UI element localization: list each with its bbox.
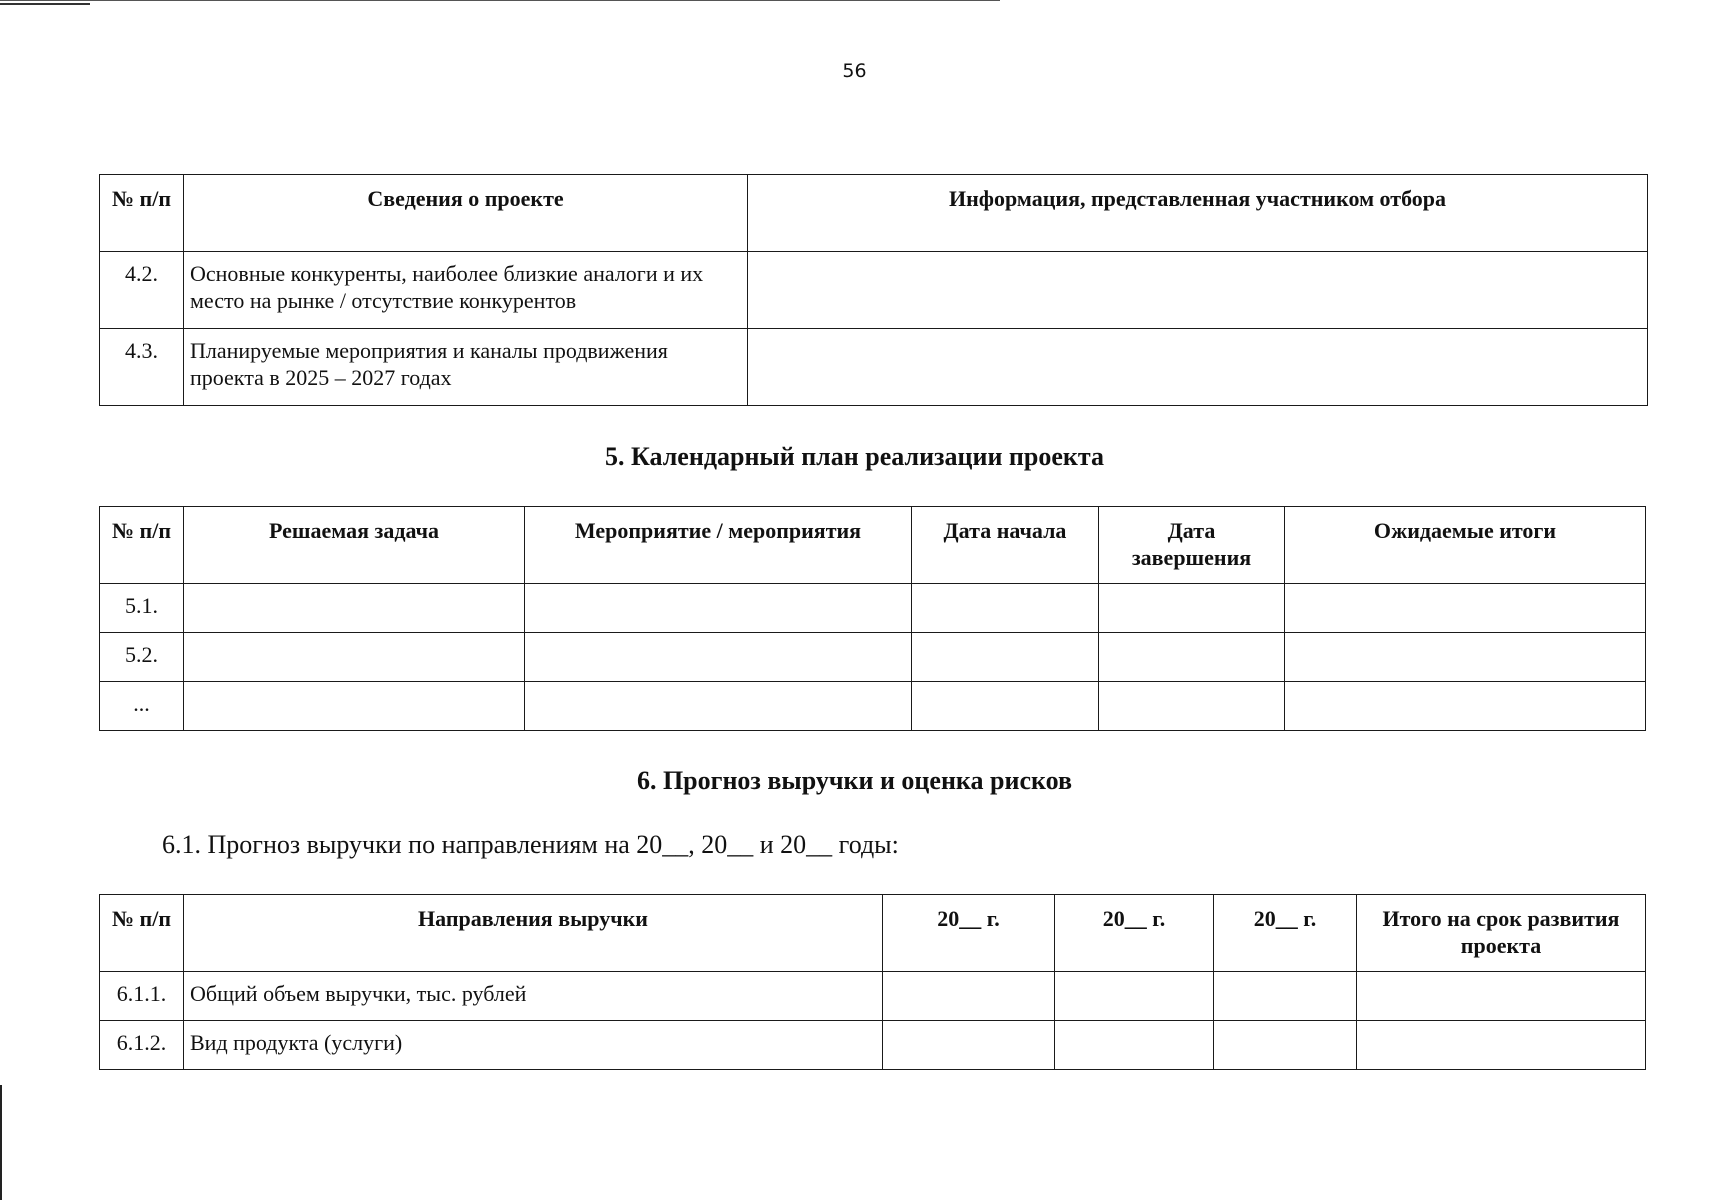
header-results: Ожидаемые итоги <box>1285 507 1646 584</box>
table-row <box>100 1021 1646 1070</box>
row-year-1-cell[interactable] <box>883 972 1055 1021</box>
row-direction: Вид продукта (услуги) <box>184 1021 883 1070</box>
row-num: 5.1. <box>100 584 184 633</box>
row-end-cell[interactable] <box>1099 682 1285 731</box>
row-end-cell[interactable] <box>1099 633 1285 682</box>
row-results-cell[interactable] <box>1285 682 1646 731</box>
row-activity-cell[interactable] <box>525 584 912 633</box>
row-year-3-cell[interactable] <box>1214 1021 1357 1070</box>
row-year-2-cell[interactable] <box>1055 1021 1214 1070</box>
row-results-cell[interactable] <box>1285 633 1646 682</box>
row-num: 5.2. <box>100 633 184 682</box>
section-5-title: 5. Календарный план реализации проекта <box>604 442 1104 471</box>
scan-edge-top <box>0 0 1000 1</box>
page-number: 56 <box>842 60 867 82</box>
row-start-cell[interactable] <box>912 633 1099 682</box>
row-total-cell[interactable] <box>1357 1021 1646 1070</box>
row-value[interactable] <box>748 329 1648 406</box>
table-header-row <box>100 507 1646 584</box>
row-total-cell[interactable] <box>1357 972 1646 1021</box>
header-num: № п/п <box>100 895 184 972</box>
header-year-1: 20__ г. <box>883 895 1055 972</box>
row-num: 6.1.1. <box>100 972 184 1021</box>
row-num: 6.1.2. <box>100 1021 184 1070</box>
row-activity-cell[interactable] <box>525 633 912 682</box>
table-row <box>100 682 1646 731</box>
section-6-1-subtitle: 6.1. Прогноз выручки по направлениям на 20__, 20__ и 20__ годы: <box>162 830 899 859</box>
row-year-2-cell[interactable] <box>1055 972 1214 1021</box>
row-start-cell[interactable] <box>912 682 1099 731</box>
row-info: Основные конкуренты, наиболее близкие аналоги и их место на рынке / отсутствие конкурентов <box>184 252 748 329</box>
table-row <box>100 329 1648 406</box>
revenue-forecast-table <box>99 894 1646 1070</box>
row-start-cell[interactable] <box>912 584 1099 633</box>
row-year-3-cell[interactable] <box>1214 972 1357 1021</box>
table-row <box>100 584 1646 633</box>
header-total: Итого на срок развития проекта <box>1357 895 1646 972</box>
header-end-date: Дата завершения <box>1099 507 1285 584</box>
header-num: № п/п <box>100 507 184 584</box>
header-revenue-direction: Направления выручки <box>184 895 883 972</box>
row-results-cell[interactable] <box>1285 584 1646 633</box>
table-row <box>100 633 1646 682</box>
table-row <box>100 972 1646 1021</box>
header-project-info: Сведения о проекте <box>184 175 748 252</box>
header-year-2: 20__ г. <box>1055 895 1214 972</box>
header-participant-info: Информация, представленная участником отбора <box>748 175 1648 252</box>
row-info: Планируемые мероприятия и каналы продвижения проекта в 2025 – 2027 годах <box>184 329 748 406</box>
row-num: 4.3. <box>100 329 184 406</box>
row-num: 4.2. <box>100 252 184 329</box>
header-num: № п/п <box>100 175 184 252</box>
row-task-cell[interactable] <box>184 633 525 682</box>
row-num: ... <box>100 682 184 731</box>
row-activity-cell[interactable] <box>525 682 912 731</box>
row-end-cell[interactable] <box>1099 584 1285 633</box>
header-year-3: 20__ г. <box>1214 895 1357 972</box>
table-header-row <box>100 175 1648 252</box>
row-task-cell[interactable] <box>184 584 525 633</box>
scan-edge-left <box>0 1085 2 1200</box>
header-task: Решаемая задача <box>184 507 525 584</box>
row-value[interactable] <box>748 252 1648 329</box>
scan-edge-mark <box>0 3 90 5</box>
table-row <box>100 252 1648 329</box>
table-header-row <box>100 895 1646 972</box>
row-direction: Общий объем выручки, тыс. рублей <box>184 972 883 1021</box>
section-6-title: 6. Прогноз выручки и оценка рисков <box>636 766 1073 795</box>
header-start-date: Дата начала <box>912 507 1099 584</box>
row-task-cell[interactable] <box>184 682 525 731</box>
project-info-table <box>99 174 1648 406</box>
header-activity: Мероприятие / мероприятия <box>525 507 912 584</box>
calendar-plan-table <box>99 506 1646 731</box>
row-year-1-cell[interactable] <box>883 1021 1055 1070</box>
